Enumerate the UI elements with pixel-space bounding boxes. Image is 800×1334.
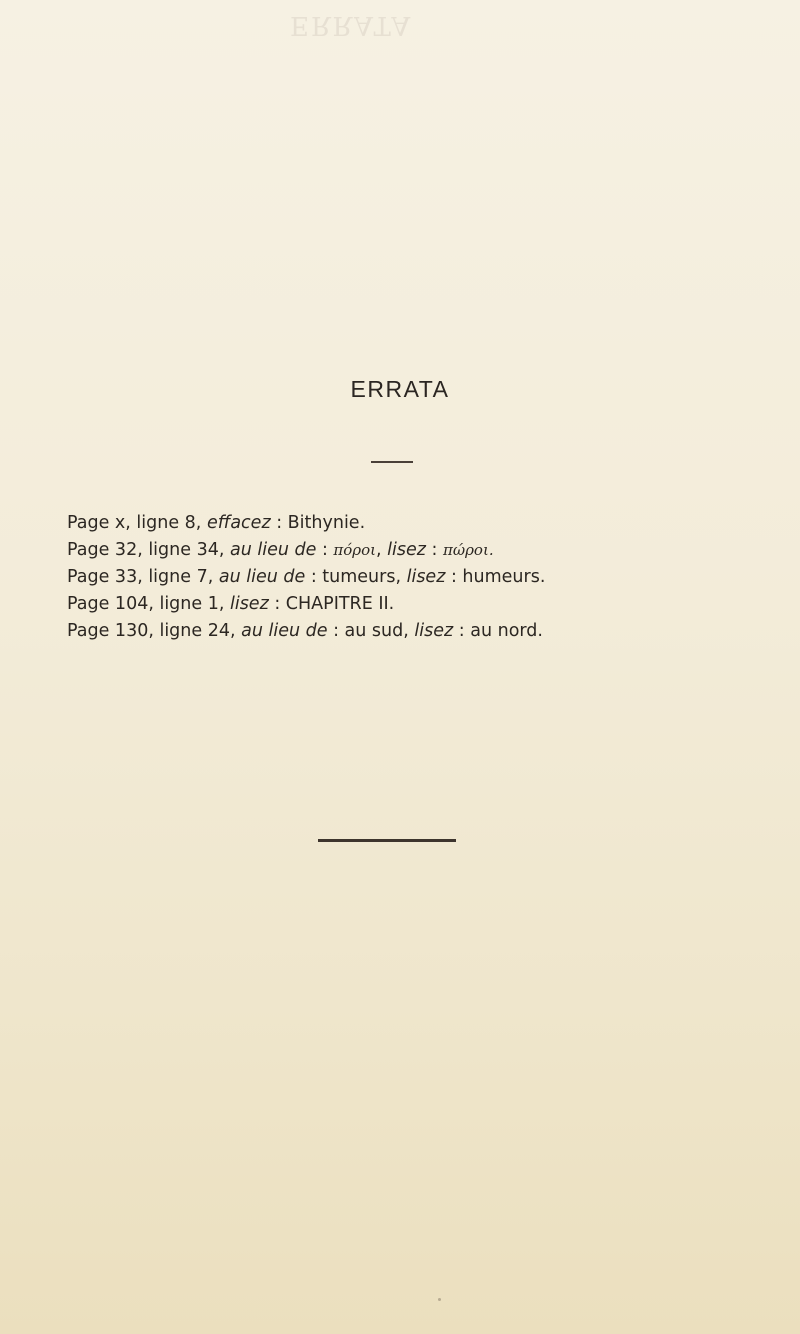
entry-reference: Page 32, ligne 34, [67, 540, 230, 560]
entry-text: Bithynie. [287, 513, 366, 533]
entry-text: CHAPITRE II. [285, 594, 395, 614]
entry-wrong-text: au sud [344, 621, 404, 641]
entry-comma: , [395, 567, 407, 587]
entry-comma: , [403, 621, 415, 641]
errata-entry [67, 564, 767, 591]
entry-lisez: lisez [406, 567, 446, 587]
entry-reference: Page x, ligne 8, [67, 513, 207, 533]
errata-entry [67, 618, 767, 645]
errata-entry [67, 510, 767, 537]
entry-instruction: au lieu de [241, 621, 328, 641]
entry-lisez: lisez [387, 540, 426, 560]
closing-rule [318, 839, 456, 842]
entry-reference: Page 104, ligne 1, [67, 594, 230, 614]
entry-lisez: lisez [414, 621, 454, 641]
entry-correct-text: humeurs. [462, 567, 546, 587]
entry-correct-text: πώροι. [443, 541, 494, 559]
title-rule [371, 461, 413, 463]
entry-instruction: au lieu de [229, 540, 317, 560]
paper-speck [438, 1298, 441, 1301]
entry-separator: : [270, 513, 288, 533]
entry-reference: Page 33, ligne 7, [67, 567, 219, 587]
entry-separator: : [425, 540, 443, 560]
entry-separator: : [305, 567, 323, 587]
errata-entry [67, 591, 767, 618]
entry-separator: : [445, 567, 463, 587]
entry-instruction: lisez [229, 594, 269, 614]
entry-correct-text: au nord. [470, 621, 543, 641]
errata-list [67, 510, 767, 645]
entry-separator: : [327, 621, 345, 641]
entry-wrong-text: tumeurs [322, 567, 396, 587]
entry-comma: , [376, 540, 388, 560]
page-title: ERRATA [350, 376, 450, 402]
entry-wrong-text: πόροι [333, 541, 377, 559]
entry-separator: : [316, 540, 334, 560]
entry-separator: : [268, 594, 286, 614]
entry-separator: : [453, 621, 471, 641]
entry-instruction: effacez [206, 513, 271, 533]
entry-reference: Page 130, ligne 24, [67, 621, 242, 641]
bleed-through-shadow: ERRATA [290, 10, 413, 40]
entry-instruction: au lieu de [218, 567, 306, 587]
errata-entry [67, 537, 767, 564]
